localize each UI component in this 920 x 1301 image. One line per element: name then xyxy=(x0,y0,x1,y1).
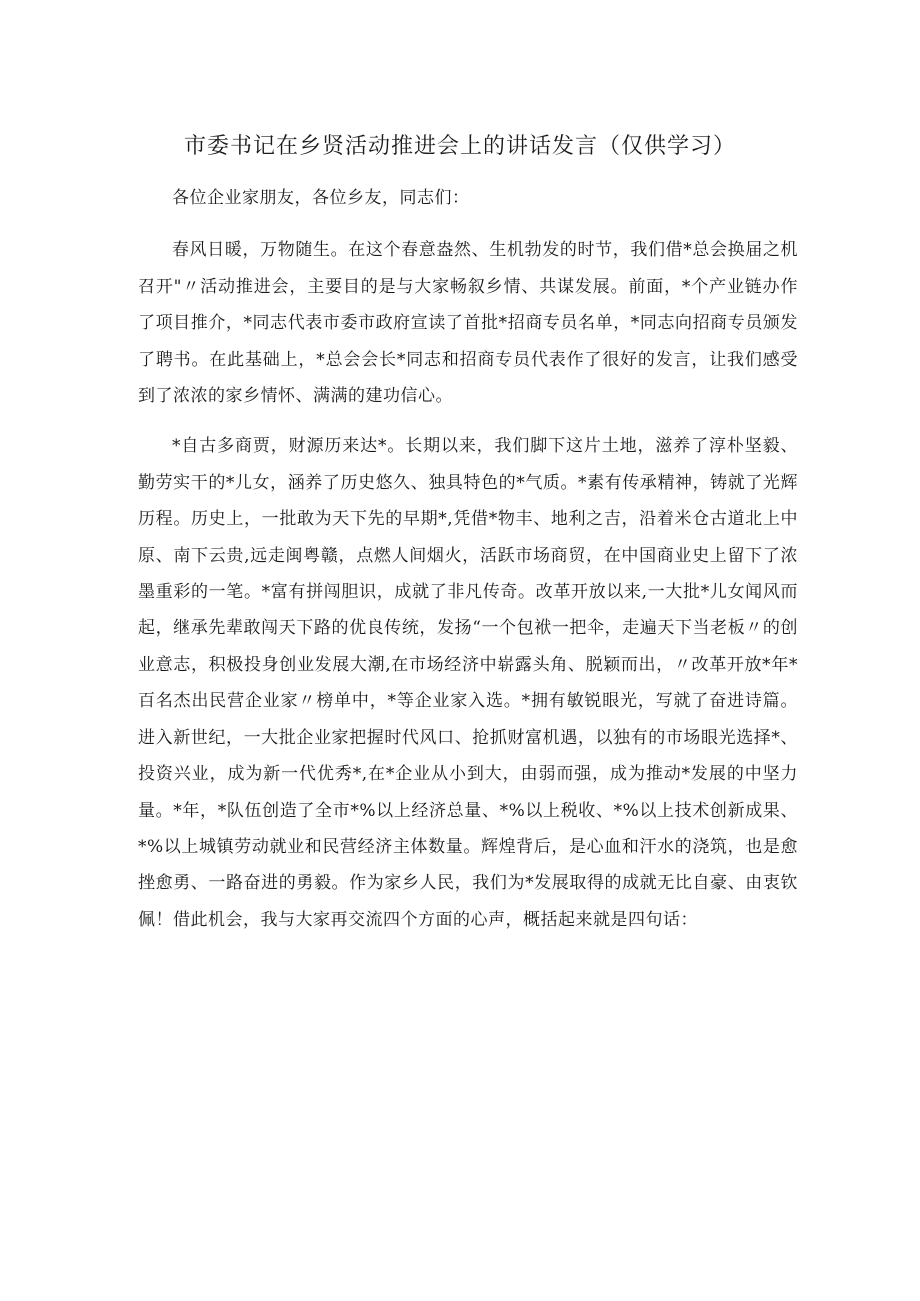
body-paragraph-1: 春风日暖，万物随生。在这个春意盎然、生机勃发的时节，我们借*总会换届之机召开"〃活动推进会，主要目的是与大家畅叙乡情、共谋发展。前面，*个产业链办作了项目推介，*同志代表市委市政府宣读了首批*招商专员名单，*同志向招商专员颁发了聘书。在此基础上，*总会会长*同志和招商专员代表作了很好的发言，让我们感受到了浓浓的家乡情怀、满满的建功信心。 xyxy=(138,240,798,407)
document-body xyxy=(138,180,798,952)
greeting-paragraph: 各位企业家朋友，各位乡友，同志们： xyxy=(172,188,470,208)
body-paragraph-2: *自古多商贾，财源历来达*。长期以来，我们脚下这片土地，滋养了淳朴坚毅、勤劳实干的*儿女，涵养了历史悠久、独具特色的*气质。*素有传承精神，铸就了光辉历程。历史上，一批敢为天下先的早期*,凭借*物丰、地利之吉，沿着米仓古道北上中原、南下云贵,远走闽粤赣，点燃人间烟火，活跃市场商贸，在中国商业史上留下了浓墨重彩的一笔。*富有拼闯胆识，成就了非凡传奇。改革开放以来,一大批*儿女闻风而起，继承先辈敢闯天下路的优良传统，发扬“一个包袱一把伞，走遍天下当老板〃的创业意志，积极投身创业发展大潮,在市场经济中崭露头角、脱颖而出，〃改革开放*年*百名杰出民营企业家〃榜单中，*等企业家入选。*拥有敏锐眼光，写就了奋进诗篇。进入新世纪，一大批企业家把握时代风口、抢抓财富机遇，以独有的市场眼光选择*、投资兴业，成为新一代优秀*,在*企业从小到大，由弱而强，成为推动*发展的中坚力量。*年，*队伍创造了全市*%以上经济总量、*%以上税收、*%以上技术创新成果、*%以上城镇劳动就业和民营经济主体数量。辉煌背后，是心血和汗水的浇筑，也是愈挫愈勇、一路奋进的勇毅。作为家乡人民，我们为*发展取得的成就无比自豪、由衷钦佩！借此机会，我与大家再交流四个方面的心声，概括起来就是四句话： xyxy=(138,436,798,930)
document-title: 市委书记在乡贤活动推进会上的讲话发言（仅供学习） xyxy=(183,134,736,159)
